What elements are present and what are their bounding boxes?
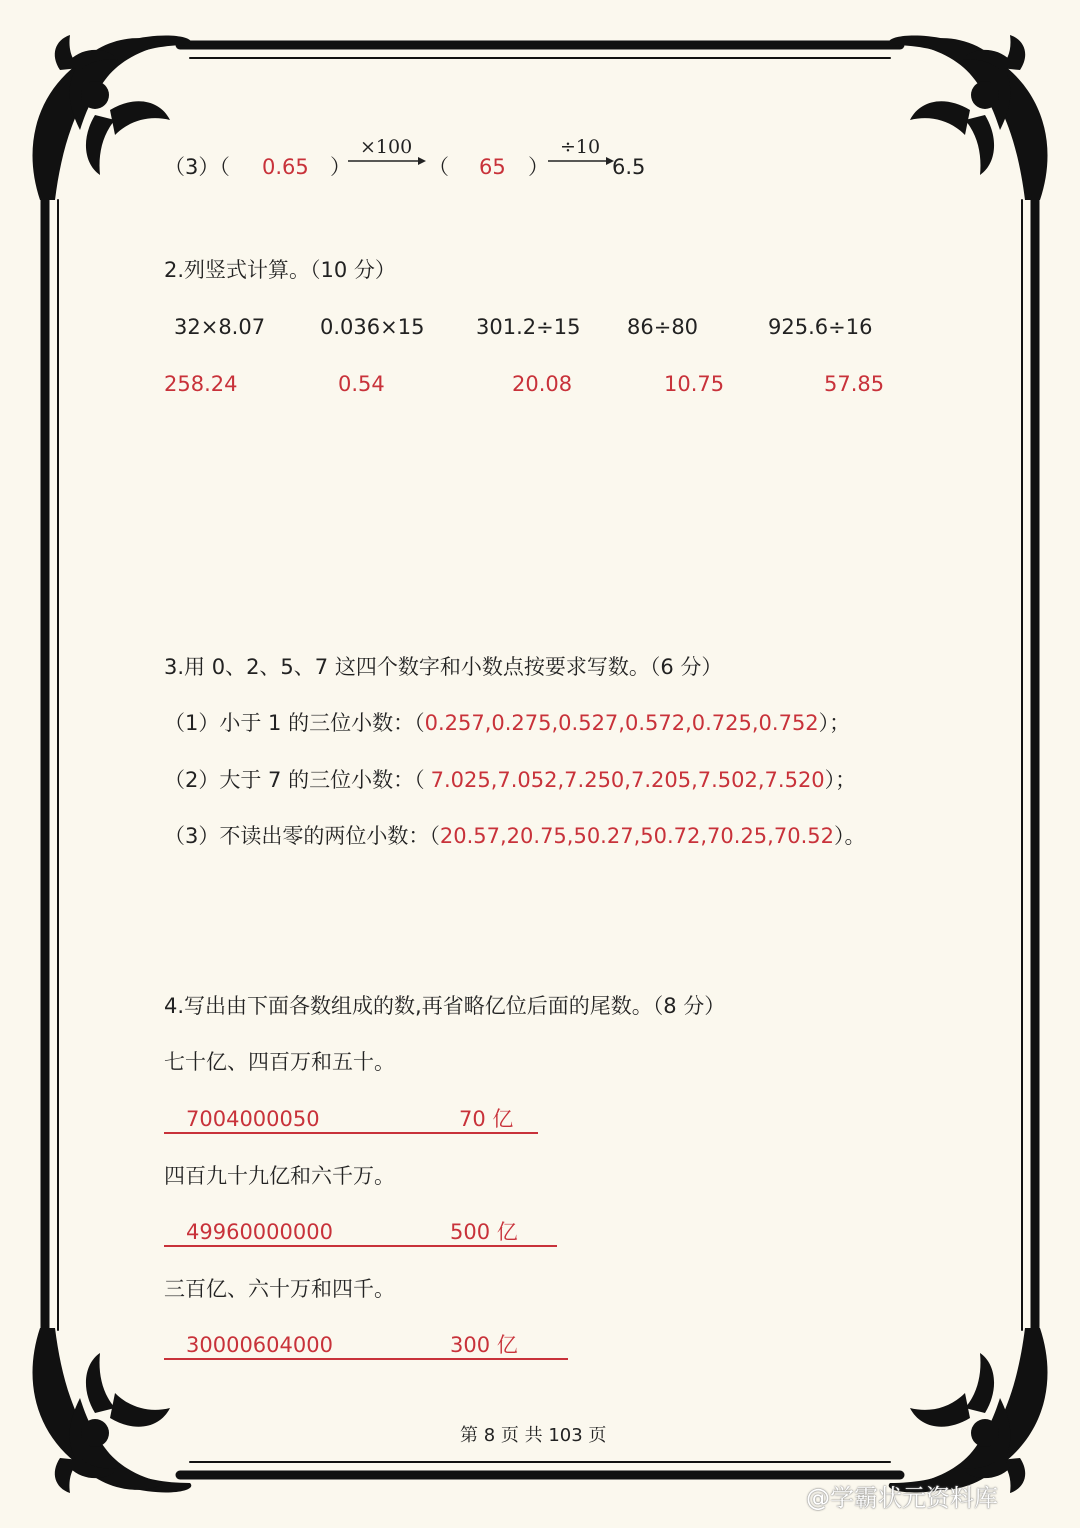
q2-problem: 301.2÷15 — [476, 315, 581, 339]
arrow-icon — [348, 154, 426, 168]
q3-item — [164, 713, 850, 734]
q4-prompt: 七十亿、四百万和五十。 — [164, 1050, 395, 1074]
answer-underline — [164, 1245, 557, 1247]
watermark: @学霸状元资料库 — [806, 1484, 998, 1512]
q3-item-label: （2）大于 7 的三位小数：（ — [164, 768, 425, 792]
q2-problem: 32×8.07 — [174, 315, 266, 339]
q1-prefix: （3）（ — [164, 155, 230, 179]
q1-operation-1: ×100 — [360, 136, 413, 158]
q2-problem: 86÷80 — [627, 315, 699, 339]
q4-prompt: 四百九十九亿和六千万。 — [164, 1164, 395, 1188]
q2-answer: 10.75 — [664, 372, 725, 396]
q3-item — [164, 770, 856, 791]
q2-answer: 20.08 — [512, 372, 573, 396]
arrow-icon — [548, 154, 614, 168]
q1-close-2: ） — [528, 155, 549, 179]
page-number: 第 8 页 共 103 页 — [460, 1425, 607, 1446]
answer-underline — [164, 1132, 538, 1134]
q2-problem: 925.6÷16 — [768, 315, 873, 339]
q4-approx: 300 亿 — [450, 1333, 518, 1357]
q3-item-answer: 7.025,7.052,7.250,7.205,7.502,7.520 — [430, 768, 825, 792]
q3-item — [164, 826, 865, 847]
q1-answer-1: 0.65 — [262, 155, 309, 179]
q3-item-answer: 0.257,0.275,0.527,0.572,0.725,0.752 — [424, 711, 819, 735]
q3-item-answer: 20.57,20.75,50.27,50.72,70.25,70.52 — [439, 824, 834, 848]
q4-number: 30000604000 — [186, 1333, 333, 1357]
q2-title: 2.列竖式计算。（10 分） — [164, 258, 396, 282]
q1-operation-2: ÷10 — [560, 136, 601, 158]
q4-number: 49960000000 — [186, 1220, 333, 1244]
q3-item-end: ）； — [824, 768, 857, 792]
q3-item-end: ）； — [818, 711, 851, 735]
q4-title: 4.写出由下面各数组成的数,再省略亿位后面的尾数。（8 分） — [164, 994, 726, 1018]
q2-answer: 57.85 — [824, 372, 885, 396]
q2-answer: 258.24 — [164, 372, 238, 396]
q4-approx: 500 亿 — [450, 1220, 518, 1244]
q1-open-2: （ — [428, 155, 449, 179]
q3-item-end: ）。 — [833, 824, 866, 848]
q1-result: 6.5 — [612, 155, 646, 179]
q4-number: 7004000050 — [186, 1107, 320, 1131]
q3-item-label: （1）小于 1 的三位小数：（ — [164, 711, 425, 735]
answer-underline — [164, 1358, 568, 1360]
q4-prompt: 三百亿、六十万和四千。 — [164, 1277, 395, 1301]
q2-problem: 0.036×15 — [320, 315, 425, 339]
q3-title: 3.用 0、2、5、7 这四个数字和小数点按要求写数。（6 分） — [164, 655, 723, 679]
q2-answer: 0.54 — [338, 372, 385, 396]
q1-answer-2: 65 — [479, 155, 506, 179]
q3-item-label: （3）不读出零的两位小数：（ — [164, 824, 440, 848]
q1-close-1: ） — [330, 155, 351, 179]
q4-approx: 70 亿 — [459, 1107, 514, 1131]
